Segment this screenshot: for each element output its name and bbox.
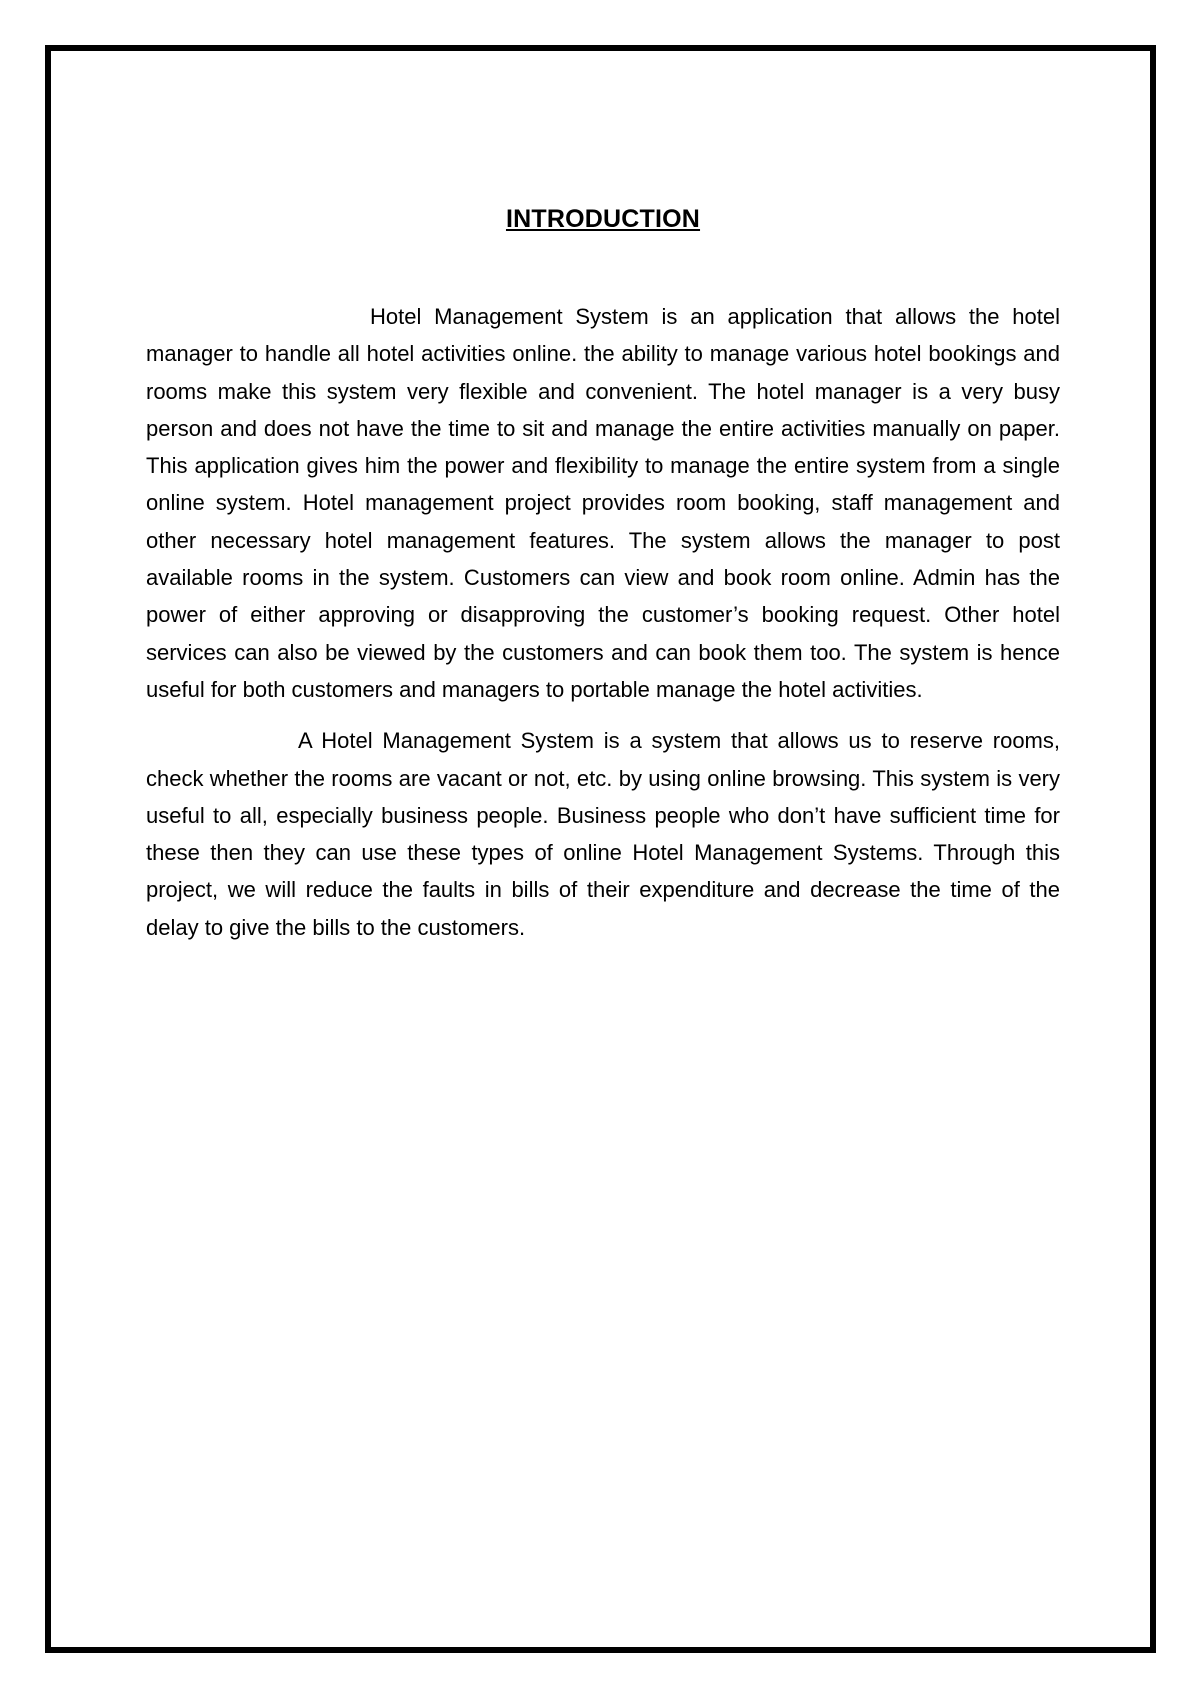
paragraph-2: A Hotel Management System is a system that allows us to reserve rooms, check whether the rooms are vacant or not, etc. by using online browsing. This system is very useful to all, especially business people. Business people who don’t have sufficient time for these then they can use these types of online Hotel Management Systems. Through this project, we will reduce the faults in bills of their expenditure and decrease the time of the delay to give the bills to the customers. (146, 728, 1060, 940)
paragraph-1: Hotel Management System is an application that allows the hotel manager to handle all hotel activities online. the ability to manage various hotel bookings and rooms make this system very flexible and convenient. The hotel manager is a very busy person and does not have the time to sit and manage the entire activities manually on paper. This application gives him the power and flexibility to manage the entire system from a single online system. Hotel management project provides room booking, staff management and other necessary hotel management features. The system allows the manager to post available rooms in the system. Customers can view and book room online. Admin has the power of either approving or disapproving the customer’s booking request. Other hotel services can also be viewed by the customers and can book them too. The system is hence useful for both customers and managers to portable manage the hotel activities. (146, 304, 1060, 702)
document-title: INTRODUCTION (505, 205, 701, 233)
document-body (146, 205, 1060, 960)
